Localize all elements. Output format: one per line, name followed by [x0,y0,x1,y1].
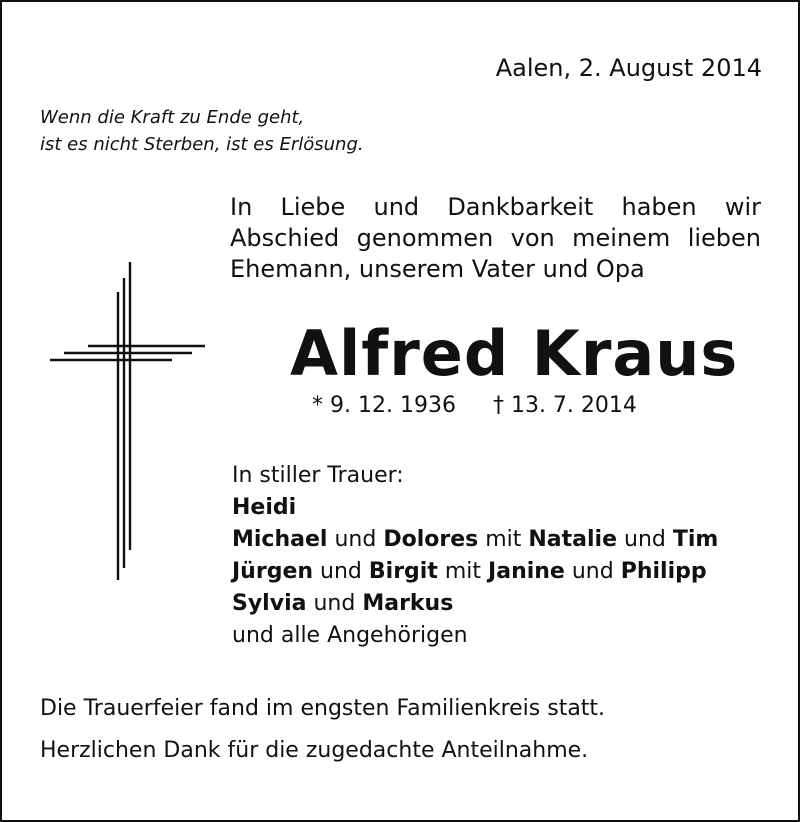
birth-date: 9. 12. 1936 [330,393,456,418]
family-name: Michael [232,527,328,552]
death-symbol: † [492,393,504,418]
cross-icon [40,250,220,590]
mourning-heading: In stiller Trauer: [232,463,404,488]
footer-line-1: Die Trauerfeier fand im engsten Familienkreis statt. [40,696,606,721]
conjunction: mit [444,559,482,584]
motto-line-1: Wenn die Kraft zu Ende geht, [40,107,305,128]
relatives-line: und alle Angehörigen [232,623,468,648]
family-name: Janine [488,559,565,584]
family-name: Birgit [368,559,438,584]
family-name: Natalie [528,527,618,552]
motto-line-2: ist es nicht Sterben, ist es Erlösung. [40,134,364,155]
family-line-2 [232,524,718,556]
footer-line-2: Herzlichen Dank für die zugedachte Anteilnahme. [40,738,589,763]
conjunction: und [320,559,362,584]
conjunction: und [624,527,666,552]
conjunction: mit [485,527,522,552]
mourners-list [232,460,718,652]
conjunction: und [334,527,377,552]
family-line-1 [232,492,718,524]
intro-text [230,192,761,285]
intro-line-2: Abschied genommen von meinem lieben [230,224,761,252]
life-dates [312,393,637,418]
intro-line-3: Ehemann, unserem Vater und Opa [230,255,645,283]
family-name: Philipp [620,559,707,584]
conjunction: und [571,559,614,584]
deceased-name: Alfred Kraus [290,317,739,390]
family-name: Sylvia [232,591,307,616]
family-name: Jürgen [232,559,314,584]
death-date: 13. 7. 2014 [510,393,637,418]
conjunction: und [313,591,356,616]
family-name: Tim [672,527,719,552]
birth-symbol: * [312,393,323,418]
family-line-3 [232,556,718,588]
intro-line-1: In Liebe und Dankbarkeit haben wir [230,193,761,221]
family-line-4 [232,588,718,620]
family-name: Heidi [232,495,297,520]
motto-quote [40,104,364,158]
family-name: Dolores [383,527,479,552]
footer-notice [40,688,605,772]
family-name: Markus [362,591,454,616]
place-date: Aalen, 2. August 2014 [495,54,762,82]
